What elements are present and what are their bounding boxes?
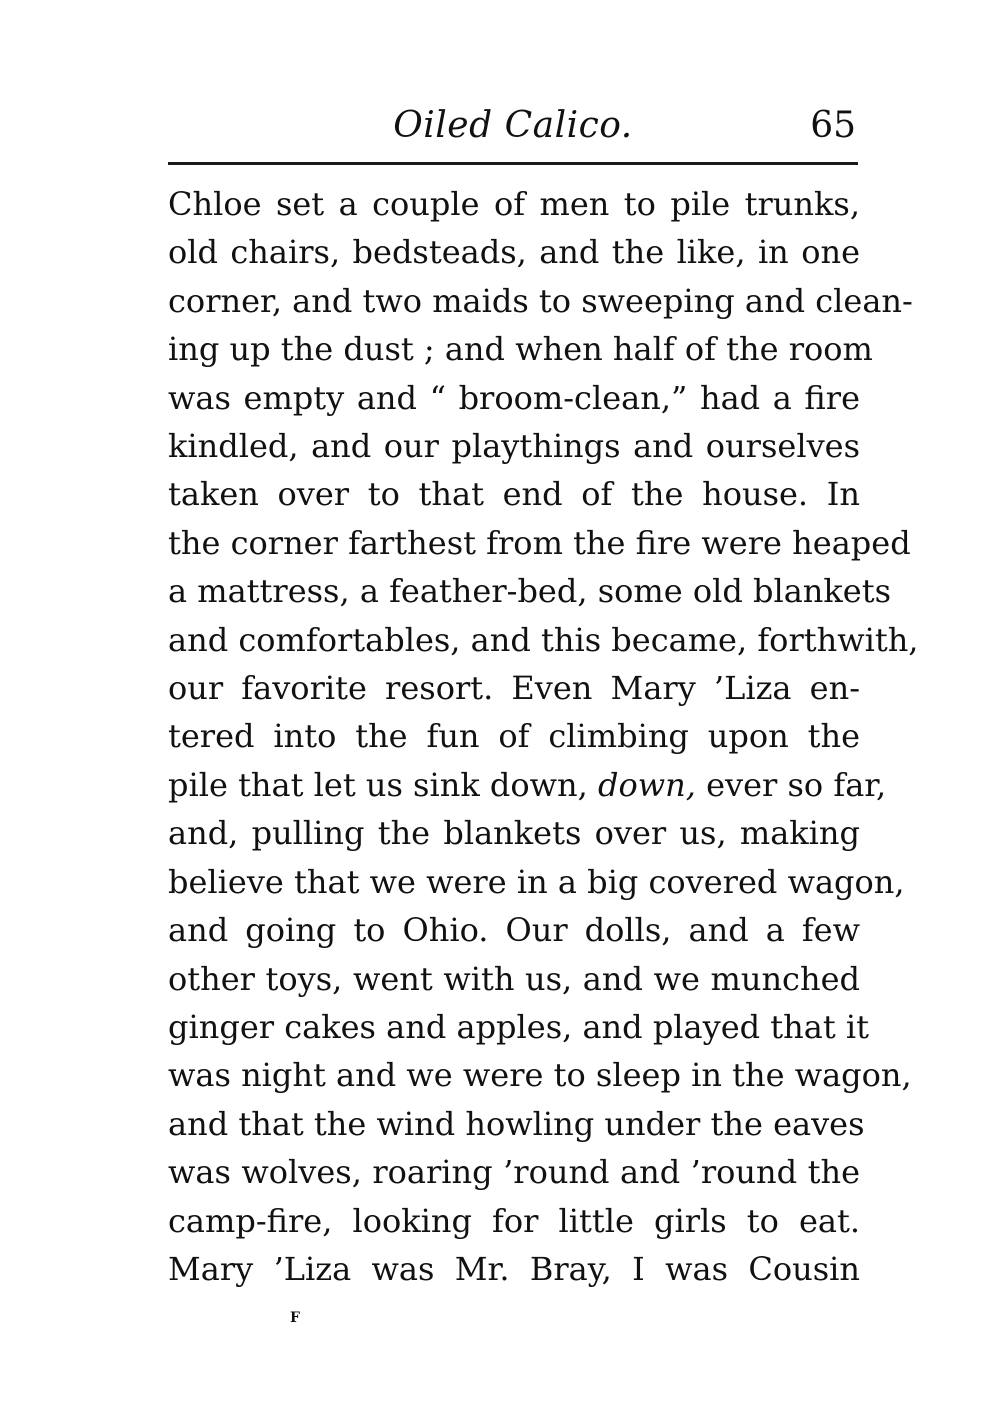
signature-mark: F [290,1310,300,1326]
text-segment: pile that let us sink down, [168,765,588,804]
page-body-text [168,180,919,1293]
text-line-mixed [168,761,887,809]
text-line: was empty and “ broom-clean,” had a fire [168,378,860,417]
text-line: camp-fire, looking for little girls to eat. [168,1201,860,1240]
text-line: old chairs, bedsteads, and the like, in one [168,233,860,272]
running-header [168,100,858,152]
text-line: believe that we were in a big covered wagon, [168,862,905,901]
text-line: was night and we were to sleep in the wagon, [168,1056,912,1095]
page-number: 65 [810,105,856,146]
italic-emphasis: down, [597,765,696,804]
text-line: and that the wind howling under the eaves [168,1104,865,1143]
text-line: was wolves, roaring ’round and ’round the [168,1153,860,1192]
text-line: the corner farthest from the fire were heaped [168,523,911,562]
text-line: Chloe set a couple of men to pile trunks, [168,185,860,223]
header-rule [168,162,858,165]
text-line: other toys, went with us, and we munched [168,959,860,998]
text-segment: ever so far, [706,765,887,804]
text-line: and going to Ohio. Our dolls, and a few [168,911,860,950]
text-line: a mattress, a feather-bed, some old blankets [168,572,891,611]
text-line: corner, and two maids to sweeping and clean- [168,281,913,320]
text-line: ginger cakes and apples, and played that it [168,1007,869,1046]
text-line: Mary ’Liza was Mr. Bray, I was Cousin [168,1249,860,1288]
running-title: Oiled Calico. [393,105,633,146]
text-line: kindled, and our playthings and ourselves [168,427,860,466]
text-line: our favorite resort. Even Mary ’Liza en- [168,669,860,708]
text-line: tered into the fun of climbing upon the [168,717,860,756]
text-line: ing up the dust ; and when half of the room [168,330,873,369]
text-line: taken over to that end of the house. In [168,475,860,514]
text-line: and, pulling the blankets over us, making [168,814,860,853]
text-line: and comfortables, and this became, forthwith, [168,620,919,659]
